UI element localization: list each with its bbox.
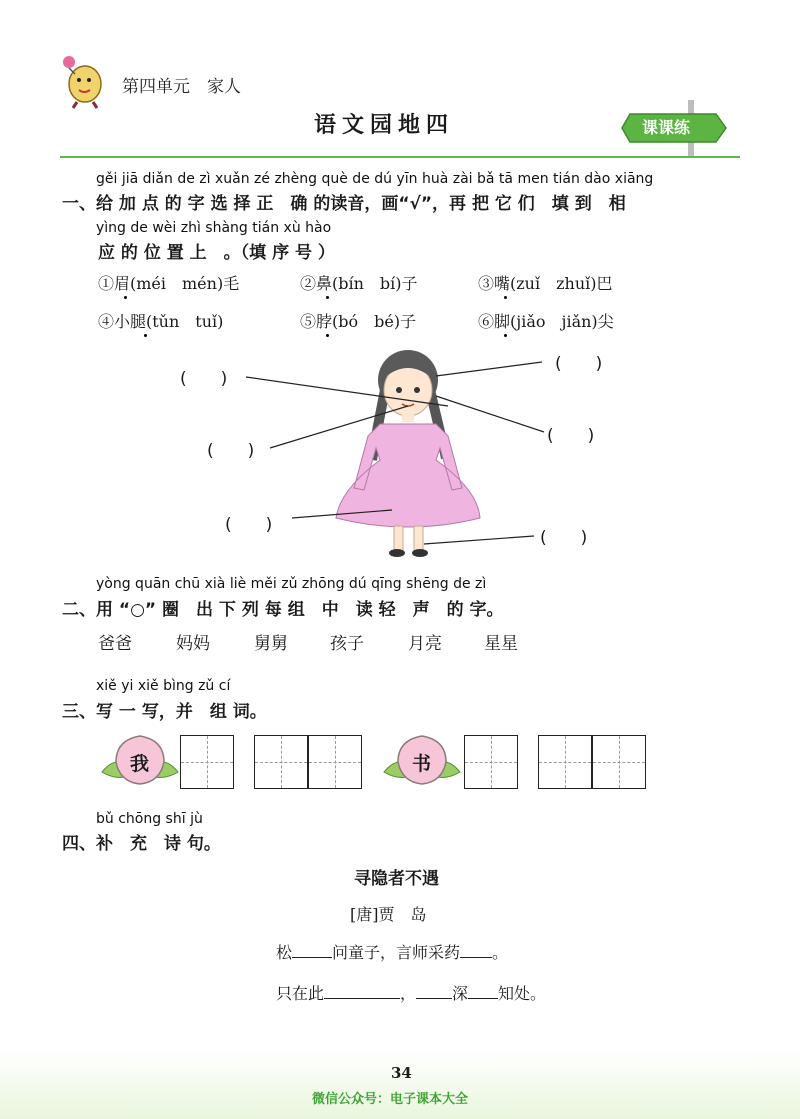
q1-text-line2: 应 的 位 置 上 。（填 序 号 ） [98, 243, 335, 263]
writing-grid[interactable] [254, 735, 308, 789]
fill-blank[interactable] [460, 943, 492, 958]
word-item[interactable]: 舅舅 [254, 634, 288, 654]
writing-grid[interactable] [592, 735, 646, 789]
practice-char: 书 [412, 753, 432, 775]
word-item[interactable]: 爸爸 [98, 634, 132, 654]
q1-option: ①眉(méi mén)毛 [98, 274, 240, 293]
poem-line-2 [276, 981, 546, 1004]
answer-blank[interactable]: ( ) [225, 515, 273, 535]
poem-text: 只在此 [276, 984, 325, 1003]
header-divider [60, 156, 740, 158]
writing-grid[interactable] [538, 735, 592, 789]
practice-char: 我 [130, 753, 150, 775]
poem-text: 深 [452, 984, 469, 1003]
answer-blank[interactable]: ( ) [547, 426, 595, 446]
word-item[interactable]: 月亮 [408, 634, 442, 654]
fill-blank[interactable] [416, 984, 452, 999]
emphasis-dot [504, 296, 507, 299]
q2-pinyin: yòng quān chū xià liè měi zǔ zhōng dú qīng shēng de zì [96, 576, 487, 592]
emphasis-dot [144, 334, 147, 337]
fill-blank[interactable] [324, 984, 400, 999]
girl-figure [0, 340, 800, 570]
poem-text: 松 [276, 943, 293, 962]
q1-option: ⑥脚(jiǎo jiǎn)尖 [478, 312, 614, 331]
emphasis-dot [504, 334, 507, 337]
q1-option: ②鼻(bín bí)子 [300, 274, 418, 293]
word-item[interactable]: 星星 [484, 634, 518, 654]
q4-text: 四、补 充 诗 句。 [62, 834, 221, 854]
answer-blank[interactable]: ( ) [180, 369, 228, 389]
fill-blank[interactable] [468, 984, 498, 999]
writing-grid[interactable] [464, 735, 518, 789]
unit-title: 第四单元 家人 [122, 77, 241, 97]
q1-option: ③嘴(zuǐ zhuǐ)巴 [478, 274, 613, 293]
page-number: 34 [391, 1064, 412, 1082]
fill-blank[interactable] [292, 943, 332, 958]
q1-option: ④小腿(tǔn tuǐ) [98, 312, 224, 331]
q4-pinyin: bǔ chōng shī jù [96, 811, 203, 827]
mascot-icon [55, 50, 115, 110]
q1-option: ⑤脖(bó bé)子 [300, 312, 417, 331]
emphasis-dot [326, 334, 329, 337]
q3-pinyin: xiě yi xiě bìng zǔ cí [96, 678, 231, 694]
sign-label: 课课练 [642, 118, 691, 137]
poem-text: 。 [492, 943, 509, 962]
q1-text-line1: 一、给 加 点 的 字 选 择 正 确 的读音，画“√”，再 把 它 们 填 到 相 [62, 194, 626, 214]
word-item[interactable]: 妈妈 [176, 634, 210, 654]
footer-band [0, 1050, 800, 1119]
poem-title: 寻隐者不遇 [354, 869, 439, 889]
answer-blank[interactable]: ( ) [555, 354, 603, 374]
word-item[interactable]: 孩子 [330, 634, 364, 654]
q1-pinyin-line2: yìng de wèi zhì shàng tián xù hào [96, 220, 332, 236]
q2-text: 二、用 “○” 圈 出 下 列 每 组 中 读 轻 声 的 字。 [62, 600, 504, 620]
q3-text: 三、写 一 写，并 组 词。 [62, 702, 267, 722]
answer-blank[interactable]: ( ) [540, 528, 588, 548]
writing-grid[interactable] [180, 735, 234, 789]
poem-text: 问童子，言师采药 [332, 943, 461, 962]
q1-pinyin-line1: gěi jiā diǎn de zì xuǎn zé zhèng què de dú yīn huà zài bǎ tā men tián dào xiāng [96, 171, 654, 187]
emphasis-dot [124, 296, 127, 299]
poem-author: [唐]贾 岛 [350, 905, 427, 924]
footer-source: 微信公众号：电子课本大全 [312, 1092, 469, 1107]
writing-grid[interactable] [308, 735, 362, 789]
answer-blank[interactable]: ( ) [207, 441, 255, 461]
emphasis-dot [326, 296, 329, 299]
page-title: 语文园地四 [314, 112, 455, 138]
poem-text: ， [400, 984, 417, 1003]
poem-text: 知处。 [498, 984, 547, 1003]
poem-line-1 [276, 940, 508, 963]
